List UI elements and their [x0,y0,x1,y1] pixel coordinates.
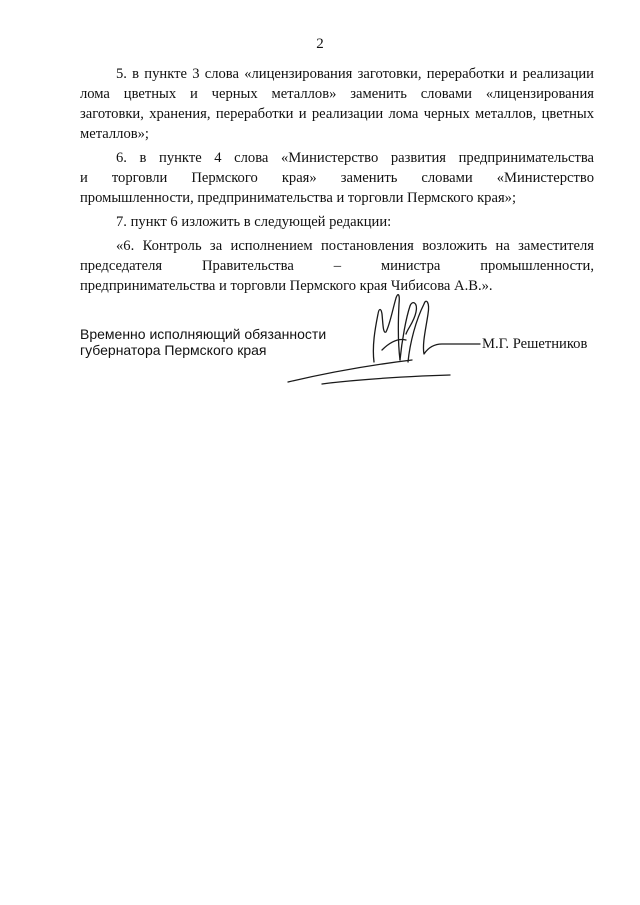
paragraph-item-7 [80,212,594,232]
signature-block [0,284,640,394]
text-line: «6. Контроль за исполнением постановления возложить на заместителя [116,238,594,254]
signer-position-line: губернатора Пермского края [80,342,267,358]
text-line: председателя Правительства – министра промышленности, [80,258,594,274]
handwritten-signature [282,284,482,394]
text-line: металлов»; [80,126,149,142]
text-line: лома цветных и черных металлов» заменить словами «лицензирования [80,86,594,102]
document-body [80,64,594,300]
text-line: 7. пункт 6 изложить в следующей редакции: [116,214,392,230]
paragraph-item-5 [80,64,594,144]
signer-position-line: Временно исполняющий обязанности [80,326,327,342]
text-line: промышленности, предпринимательства и торговли Пермского края»; [80,190,517,206]
text-line: 5. в пункте 3 слова «лицензирования заготовки, переработки и реализации [116,66,594,82]
text-line: 6. в пункте 4 слова «Министерство развития предпринимательства [116,150,594,166]
signer-name: М.Г. Решетников [482,336,588,352]
text-line: заготовки, хранения, переработки и реализации лома черных металлов, цветных [80,106,594,122]
paragraph-item-6 [80,148,594,208]
text-line: предпринимательства и торговли Пермского края Чибисова А.В.». [80,278,493,294]
text-line: и торговли Пермского края» заменить словами «Министерство [80,170,594,186]
page-number: 2 [316,36,324,52]
